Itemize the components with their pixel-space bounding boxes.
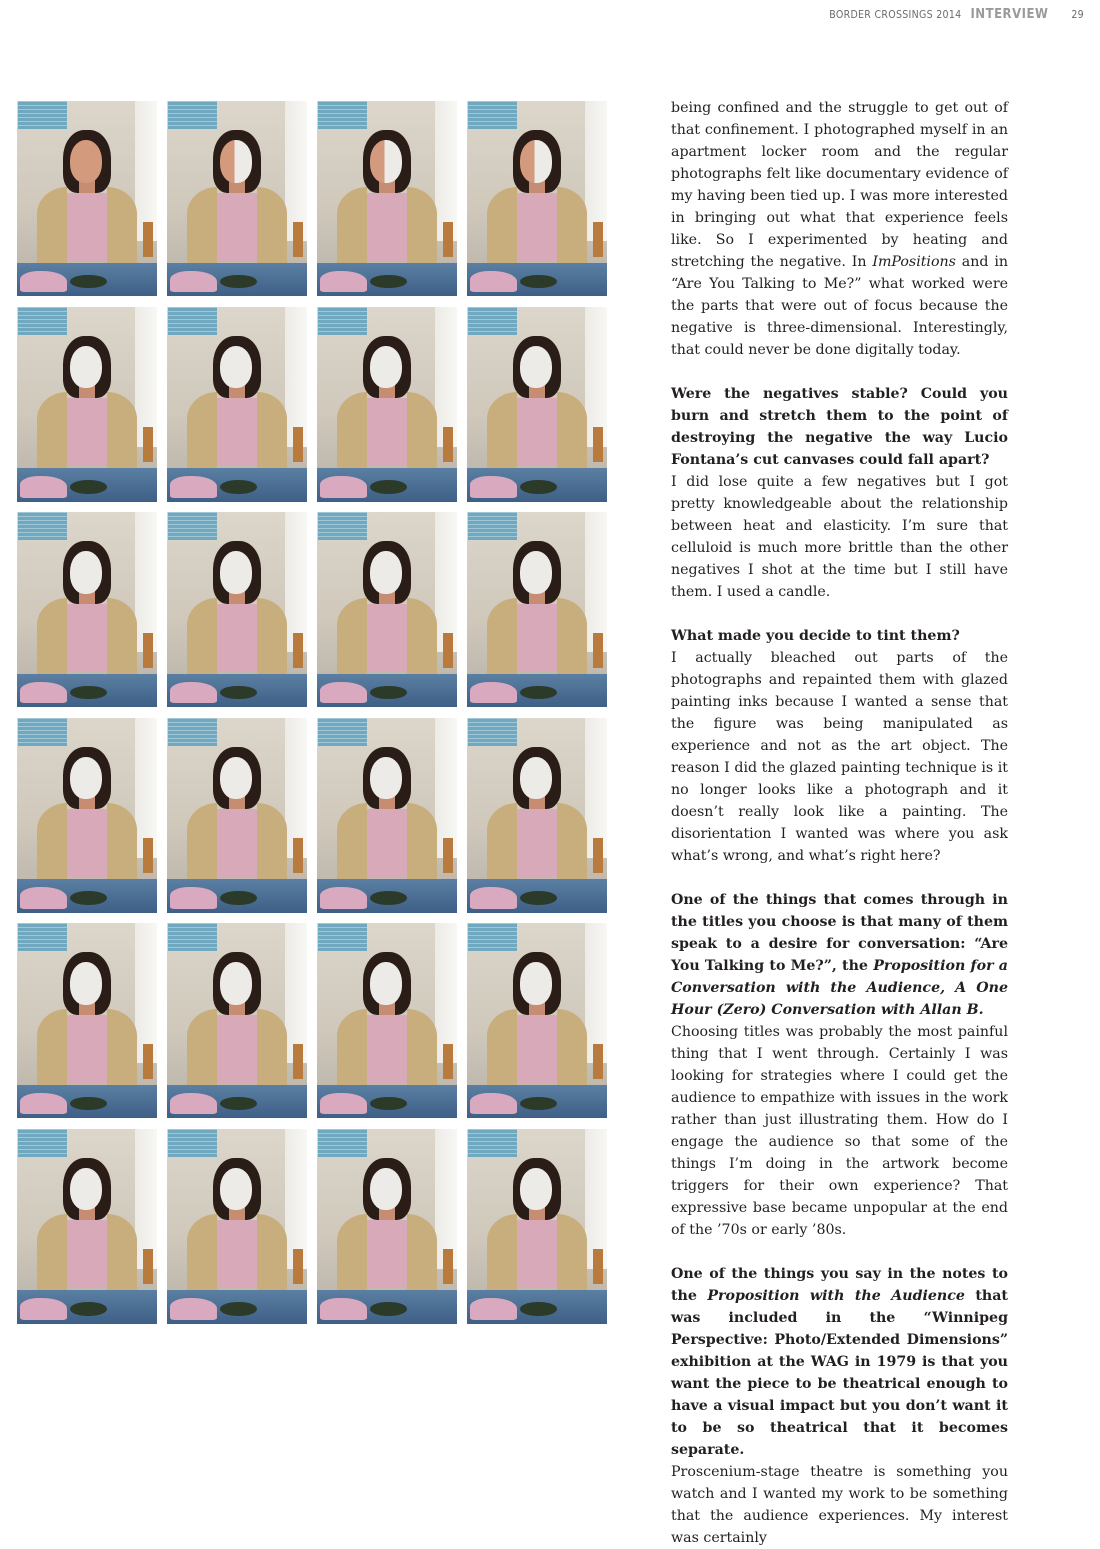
photo-wall-right: [585, 718, 607, 858]
photo-poster: [318, 923, 367, 951]
photo-cloth: [20, 682, 68, 703]
photo-wall-right: [135, 307, 157, 447]
interview-answer: [671, 1461, 1008, 1549]
photo-poster: [468, 307, 517, 335]
photo-frame: [17, 718, 157, 913]
interview-answer: [671, 97, 1008, 361]
photo-face: [370, 551, 402, 594]
photo-wall-right: [135, 1129, 157, 1269]
photo-dish: [520, 1302, 556, 1316]
interview-question: [671, 889, 1008, 1021]
photo-shirt: [67, 1015, 106, 1083]
photo-frame: [317, 1129, 457, 1324]
photo-chair: [443, 222, 453, 257]
photo-cloth: [320, 887, 368, 908]
photo-shirt: [217, 398, 256, 466]
photo-shirt: [217, 604, 256, 672]
photo-frame: [167, 718, 307, 913]
photo-wall-right: [585, 1129, 607, 1269]
photo-poster: [318, 1129, 367, 1157]
photo-dish: [220, 275, 256, 289]
photo-shirt: [67, 193, 106, 261]
photo-shirt: [367, 1220, 406, 1288]
photo-face: [70, 1168, 102, 1211]
photo-dish: [520, 1097, 556, 1111]
photo-chair: [143, 427, 153, 462]
photo-chair: [593, 633, 603, 668]
interview-question: [671, 625, 1008, 647]
text-run: and in “Are You Talking to Me?” what worked were the parts that were out of focus because the negative is three-dimensional. Interestingly, that could never be done digitally today.: [671, 254, 1009, 358]
photo-face: [370, 140, 402, 183]
photo-shirt: [217, 193, 256, 261]
photo-chair: [443, 633, 453, 668]
photo-cloth: [170, 476, 218, 497]
photo-poster: [468, 1129, 517, 1157]
photo-dish: [220, 891, 256, 905]
photo-chair: [443, 1044, 453, 1079]
photo-poster: [168, 1129, 217, 1157]
photo-wall-right: [435, 1129, 457, 1269]
photo-poster: [18, 101, 67, 129]
photo-chair: [143, 1044, 153, 1079]
photo-face: [370, 757, 402, 800]
photo-face: [370, 1168, 402, 1211]
photo-face: [220, 140, 252, 183]
photo-cloth: [20, 476, 68, 497]
photo-wall-right: [435, 101, 457, 241]
photo-face: [520, 1168, 552, 1211]
photo-shirt: [67, 398, 106, 466]
photo-wall-right: [585, 512, 607, 652]
photo-dish: [370, 480, 406, 494]
photo-cloth: [20, 887, 68, 908]
photo-cloth: [320, 1093, 368, 1114]
photo-poster: [468, 101, 517, 129]
text-run: I actually bleached out parts of the photographs and repainted them with glazed painting inks because I wanted a sense that the figure was being manipulated as experience and not as the art object. The reason I did the glazed painting technique is it no longer looks like a photograph and it doesn’t really look like a painting. The disorientation I wanted was where you ask what’s wrong, and what’s right here?: [671, 650, 1008, 864]
text-run: I did lose quite a few negatives but I got pretty knowledgeable about the relationship between heat and elasticity. I’m sure that celluloid is much more brittle than the other negatives I shot at the time but I still have them. I used a candle.: [671, 474, 1008, 600]
photo-chair: [293, 633, 303, 668]
photo-dish: [70, 1097, 106, 1111]
photo-poster: [318, 307, 367, 335]
photo-wall-right: [585, 101, 607, 241]
photo-dish: [220, 686, 256, 700]
photo-frame: [167, 101, 307, 296]
photo-shirt: [517, 1015, 556, 1083]
photo-frame: [317, 718, 457, 913]
photo-poster: [468, 512, 517, 540]
photo-shirt: [517, 809, 556, 877]
photo-face: [520, 962, 552, 1005]
photo-cloth: [20, 1093, 68, 1114]
photo-shirt: [367, 809, 406, 877]
photo-frame: [167, 1129, 307, 1324]
photo-poster: [468, 923, 517, 951]
photo-face: [220, 551, 252, 594]
photo-dish: [220, 1097, 256, 1111]
photo-dish: [70, 1302, 106, 1316]
photo-dish: [520, 686, 556, 700]
photo-chair: [293, 838, 303, 873]
interview-answer: [671, 471, 1008, 603]
photo-poster: [18, 512, 67, 540]
text-run: One of the things you say in the notes to the: [671, 1266, 1008, 1304]
photo-chair: [593, 222, 603, 257]
photo-shirt: [517, 193, 556, 261]
photo-sequence-grid: [17, 101, 607, 1323]
photo-shirt: [367, 604, 406, 672]
photo-poster: [18, 923, 67, 951]
photo-chair: [143, 222, 153, 257]
photo-chair: [593, 838, 603, 873]
photo-dish: [370, 891, 406, 905]
photo-shirt: [67, 1220, 106, 1288]
photo-dish: [70, 480, 106, 494]
photo-chair: [293, 427, 303, 462]
photo-dish: [370, 686, 406, 700]
photo-cloth: [320, 271, 368, 292]
photo-shirt: [367, 398, 406, 466]
photo-frame: [17, 512, 157, 707]
photo-cloth: [20, 271, 68, 292]
photo-frame: [317, 512, 457, 707]
photo-poster: [168, 718, 217, 746]
photo-chair: [443, 427, 453, 462]
photo-cloth: [170, 1298, 218, 1319]
text-run: Choosing titles was probably the most painful thing that I went through. Certainly I was looking for strategies where I could get the audience to empathize with issues in the work rather than just illustrating them. How do I engage the audience so that some of the things I’m doing in the artwork become triggers for their own experience? That expressive base became unpopular at the end of the ’70s or early ’80s.: [671, 1024, 1008, 1238]
photo-frame: [317, 923, 457, 1118]
photo-face: [70, 551, 102, 594]
photo-wall-right: [435, 512, 457, 652]
photo-frame: [17, 923, 157, 1118]
photo-poster: [318, 512, 367, 540]
interview-answer: [671, 1021, 1008, 1241]
photo-wall-right: [285, 923, 307, 1063]
photo-shirt: [217, 1015, 256, 1083]
photo-cloth: [170, 1093, 218, 1114]
photo-cloth: [170, 271, 218, 292]
page-number: 29: [1071, 9, 1084, 21]
photo-poster: [318, 101, 367, 129]
photo-chair: [143, 633, 153, 668]
photo-dish: [220, 1302, 256, 1316]
photo-cloth: [470, 271, 518, 292]
photo-wall-right: [285, 101, 307, 241]
photo-cloth: [320, 1298, 368, 1319]
photo-wall-right: [135, 512, 157, 652]
photo-frame: [17, 101, 157, 296]
photo-wall-right: [435, 923, 457, 1063]
photo-wall-right: [135, 101, 157, 241]
photo-face: [520, 757, 552, 800]
photo-dish: [70, 275, 106, 289]
photo-wall-right: [285, 307, 307, 447]
photo-shirt: [67, 809, 106, 877]
photo-frame: [467, 512, 607, 707]
photo-dish: [520, 891, 556, 905]
photo-frame: [467, 307, 607, 502]
photo-wall-right: [585, 923, 607, 1063]
photo-chair: [143, 838, 153, 873]
photo-chair: [293, 1044, 303, 1079]
photo-dish: [220, 480, 256, 494]
photo-face: [70, 140, 102, 183]
photo-wall-right: [285, 718, 307, 858]
photo-face: [520, 346, 552, 389]
photo-frame: [167, 307, 307, 502]
photo-frame: [467, 101, 607, 296]
photo-cloth: [20, 1298, 68, 1319]
photo-cloth: [170, 682, 218, 703]
text-run: Were the negatives stable? Could you burn and stretch them to the point of destroying the negative the way Lucio Fontana’s cut canvases could fall apart?: [671, 386, 1008, 468]
photo-chair: [593, 1044, 603, 1079]
photo-wall-right: [285, 1129, 307, 1269]
photo-wall-right: [585, 307, 607, 447]
photo-chair: [443, 838, 453, 873]
photo-cloth: [320, 476, 368, 497]
photo-frame: [317, 101, 457, 296]
text-run: that was included in the “Winnipeg Perspective: Photo/Extended Dimensions” exhibition at the WAG in 1979 is that you want the piece to be theatrical enough to have a visual impact but you don’t want it to be so theatrical that it becomes separate.: [671, 1288, 1008, 1458]
photo-chair: [293, 222, 303, 257]
photo-cloth: [470, 1093, 518, 1114]
photo-face: [70, 346, 102, 389]
photo-shirt: [67, 604, 106, 672]
photo-chair: [593, 1249, 603, 1284]
photo-dish: [370, 275, 406, 289]
photo-face: [520, 551, 552, 594]
photo-frame: [167, 512, 307, 707]
running-header: [829, 7, 1084, 22]
photo-frame: [17, 1129, 157, 1324]
photo-dish: [70, 686, 106, 700]
photo-poster: [18, 718, 67, 746]
italic-title: ImPositions: [872, 254, 956, 270]
photo-face: [70, 757, 102, 800]
text-run: being confined and the struggle to get out of that confinement. I photographed myself in an apartment locker room and the regular photographs felt like documentary evidence of my having been tied up. I was more interested in bringing out what that experience feels like. So I experimented by heating and stretching the negative. In: [671, 100, 1008, 270]
photo-face: [370, 346, 402, 389]
photo-cloth: [470, 887, 518, 908]
photo-chair: [143, 1249, 153, 1284]
photo-face: [220, 962, 252, 1005]
photo-frame: [467, 1129, 607, 1324]
section-label: INTERVIEW: [970, 7, 1049, 22]
photo-dish: [370, 1302, 406, 1316]
photo-cloth: [470, 682, 518, 703]
photo-poster: [168, 101, 217, 129]
photo-cloth: [470, 1298, 518, 1319]
photo-cloth: [320, 682, 368, 703]
photo-wall-right: [135, 923, 157, 1063]
text-run: What made you decide to tint them?: [671, 628, 960, 644]
article-text-column: [671, 97, 1008, 1549]
interview-question: [671, 1263, 1008, 1461]
photo-frame: [17, 307, 157, 502]
photo-face: [70, 962, 102, 1005]
photo-poster: [18, 307, 67, 335]
text-run: One of the things that comes through in the titles you choose is that many of them speak to a desire for conversation: “Are You Talking to Me?”, the: [671, 892, 1008, 974]
photo-cloth: [470, 476, 518, 497]
photo-shirt: [217, 809, 256, 877]
photo-dish: [370, 1097, 406, 1111]
photo-frame: [167, 923, 307, 1118]
italic-title: Proposition with the Audience: [707, 1288, 965, 1304]
photo-shirt: [367, 193, 406, 261]
photo-face: [520, 140, 552, 183]
photo-chair: [443, 1249, 453, 1284]
photo-shirt: [367, 1015, 406, 1083]
photo-shirt: [517, 604, 556, 672]
photo-face: [370, 962, 402, 1005]
interview-answer: [671, 647, 1008, 867]
photo-poster: [168, 923, 217, 951]
photo-shirt: [517, 398, 556, 466]
photo-cloth: [170, 887, 218, 908]
publication-name: BORDER CROSSINGS 2014: [829, 9, 962, 21]
photo-face: [220, 1168, 252, 1211]
photo-poster: [168, 512, 217, 540]
photo-chair: [293, 1249, 303, 1284]
photo-shirt: [217, 1220, 256, 1288]
text-run: Proscenium-stage theatre is something you watch and I wanted my work to be something that the audience experiences. My interest was certainly: [671, 1464, 1008, 1546]
photo-poster: [468, 718, 517, 746]
photo-wall-right: [285, 512, 307, 652]
photo-chair: [593, 427, 603, 462]
photo-poster: [318, 718, 367, 746]
photo-face: [220, 757, 252, 800]
photo-frame: [317, 307, 457, 502]
italic-title: Proposition for a Conversation with the Audience, A One Hour (Zero) Conversation with Allan B.: [671, 958, 1008, 1018]
photo-poster: [18, 1129, 67, 1157]
photo-wall-right: [135, 718, 157, 858]
photo-face: [220, 346, 252, 389]
photo-dish: [520, 480, 556, 494]
photo-wall-right: [435, 307, 457, 447]
photo-dish: [520, 275, 556, 289]
photo-frame: [467, 718, 607, 913]
photo-dish: [70, 891, 106, 905]
photo-poster: [168, 307, 217, 335]
interview-question: [671, 383, 1008, 471]
photo-shirt: [517, 1220, 556, 1288]
photo-wall-right: [435, 718, 457, 858]
photo-frame: [467, 923, 607, 1118]
